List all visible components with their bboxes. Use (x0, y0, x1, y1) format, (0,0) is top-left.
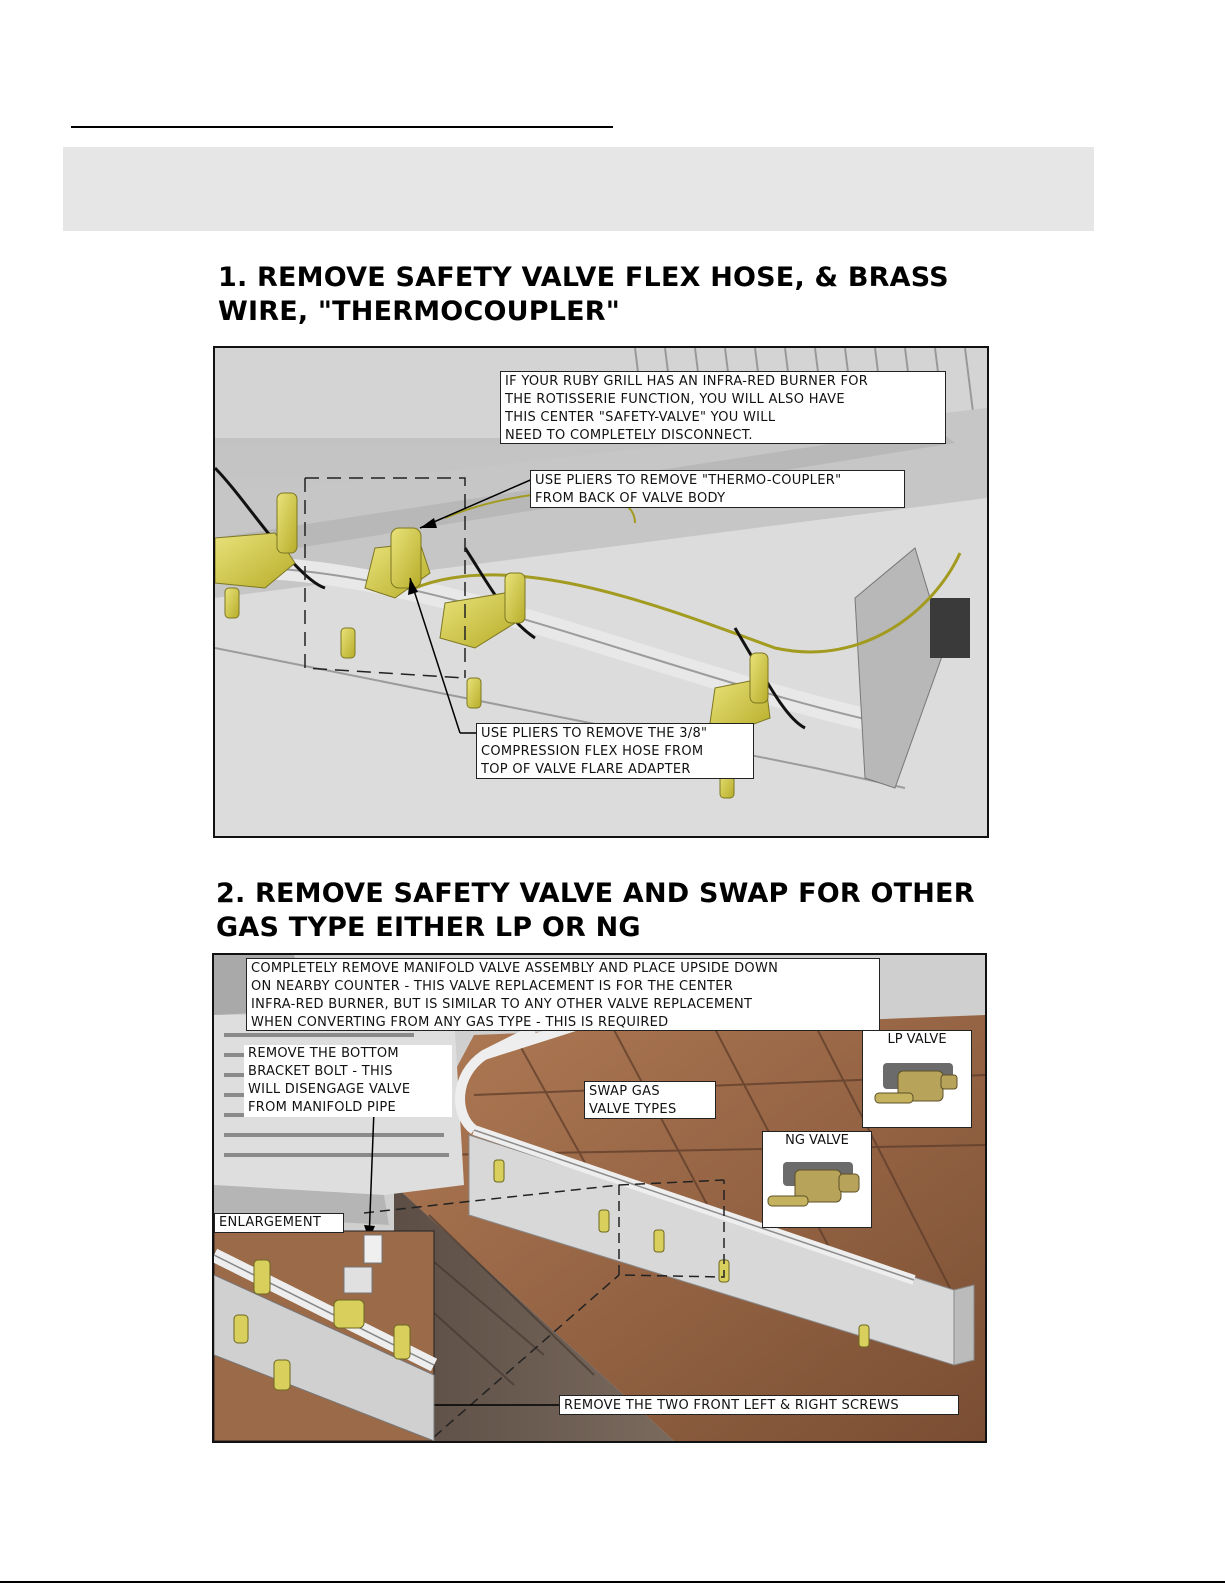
flex-hose-note: USE PLIERS TO REMOVE THE 3/8" COMPRESSION FLEX HOSE FROM TOP OF VALVE FLARE ADAPTER (476, 723, 754, 779)
swap-gas-note: SWAP GAS VALVE TYPES (584, 1081, 716, 1119)
step-1-title: 1. REMOVE SAFETY VALVE FLEX HOSE, & BRASS WIRE, "THERMOCOUPLER" (218, 262, 949, 327)
ng-valve-inset (762, 1131, 872, 1228)
infrared-burner-note: IF YOUR RUBY GRILL HAS AN INFRA-RED BURNER FOR THE ROTISSERIE FUNCTION, YOU WILL ALSO HAVE THIS CENTER "SAFETY-VALVE" YOU WILL NEED TO COMPLETELY DISCONNECT. (500, 371, 946, 444)
footer-rule (0, 1581, 1225, 1583)
bracket-bolt-note: REMOVE THE BOTTOM BRACKET BOLT - THIS WILL DISENGAGE VALVE FROM MANIFOLD PIPE (244, 1045, 452, 1117)
manifold-removal-note: COMPLETELY REMOVE MANIFOLD VALVE ASSEMBLY AND PLACE UPSIDE DOWN ON NEARBY COUNTER - THIS VALVE REPLACEMENT IS FOR THE CENTER INFRA-RED BURNER, BUT IS SIMILAR TO ANY OTHER VALVE REPLACEMENT WHEN CONVERTING FROM ANY GAS TYPE - THIS IS REQUIRED (246, 958, 880, 1031)
step-1-illustration (213, 346, 989, 838)
header-band (63, 147, 1094, 231)
ng-valve-label: NG VALVE (785, 1133, 849, 1148)
lp-valve-inset (862, 1030, 972, 1128)
thermocoupler-note: USE PLIERS TO REMOVE "THERMO-COUPLER" FROM BACK OF VALVE BODY (530, 470, 905, 508)
step-2-title: 2. REMOVE SAFETY VALVE AND SWAP FOR OTHER GAS TYPE EITHER LP OR NG (216, 878, 975, 943)
ng-valve-icon (763, 1132, 872, 1228)
header-rule (71, 126, 613, 128)
lp-valve-label: LP VALVE (887, 1032, 947, 1047)
front-screws-note: REMOVE THE TWO FRONT LEFT & RIGHT SCREWS (559, 1395, 959, 1415)
enlargement-label: ENLARGEMENT (214, 1213, 344, 1233)
step-2-illustration (212, 953, 987, 1443)
lp-valve-icon (863, 1031, 972, 1128)
